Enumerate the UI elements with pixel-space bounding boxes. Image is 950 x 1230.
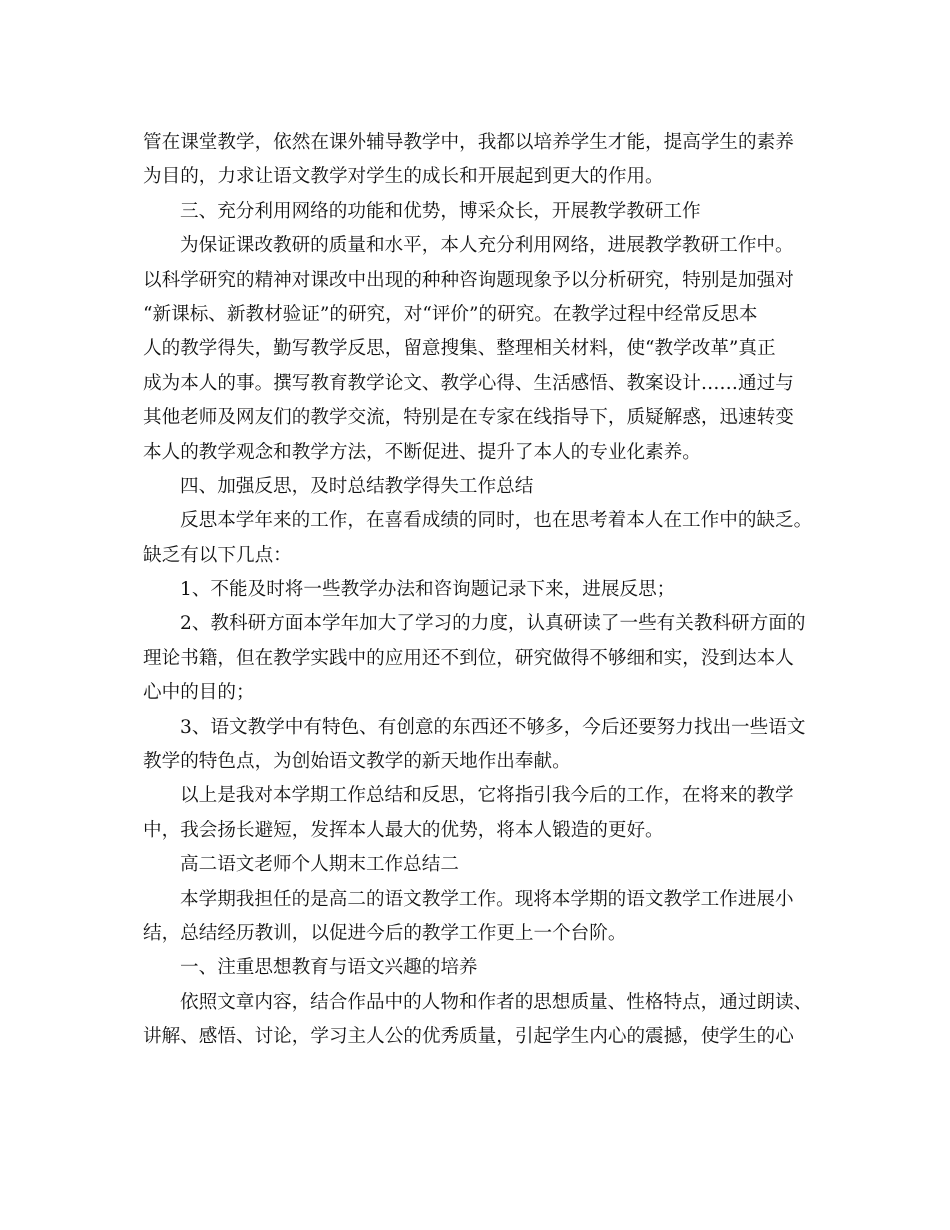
text-line: 以科学研究的精神对课改中出现的种种咨询题现象予以分析研究，特别是加强对	[143, 269, 794, 291]
text-line: 结，总结经历教训，以促进今后的教学工作更上一个台阶。	[143, 922, 627, 944]
text-line: 其他老师及网友们的教学交流，特别是在专家在线指导下，质疑解惑，迅速转变	[143, 407, 794, 429]
text-line: “新课标、新教材验证”的研究，对“评价”的研究。在教学过程中经常反思本	[143, 303, 758, 325]
text-line: 管在课堂教学，依然在课外辅导教学中，我都以培养学生才能，提高学生的素养	[143, 132, 794, 153]
section-heading: 三、充分利用网络的功能和优势，博采众长，开展教学教研工作	[180, 200, 701, 222]
text-line: 为目的，力求让语文教学对学生的成长和开展起到更大的作用。	[143, 166, 664, 188]
text-line: 成为本人的事。撰写教育教学论文、教学心得、生活感悟、教案设计……通过与	[143, 372, 794, 394]
text-line: 本学期我担任的是高二的语文教学工作。现将本学期的语文教学工作进展小	[180, 888, 794, 910]
section-heading: 高二语文老师个人期末工作总结二	[180, 854, 459, 876]
document-body	[143, 126, 811, 1055]
text-line: 中，我会扬长避短，发挥本人最大的优势，将本人锻造的更好。	[143, 819, 664, 841]
text-line: 理论书籍，但在教学实践中的应用还不到位，研究做得不够细和实，没到达本人	[143, 647, 794, 669]
list-item: 3、语文教学中有特色、有创意的东西还不够多，今后还要努力找出一些语文	[180, 716, 806, 738]
section-heading: 四、加强反思，及时总结教学得失工作总结	[180, 475, 534, 497]
section-heading: 一、注重思想教育与语文兴趣的培养	[180, 957, 478, 979]
text-line: 心中的目的；	[143, 682, 255, 704]
text-line: 为保证课改教研的质量和水平，本人充分利用网络，进展教学教研工作中。	[180, 235, 794, 257]
text-line: 以上是我对本学期工作总结和反思，它将指引我今后的工作，在将来的教学	[180, 785, 794, 807]
text-line: 教学的特色点，为创始语文教学的新天地作出奉献。	[143, 751, 571, 773]
text-line: 人的教学得失，勤写教学反思，留意搜集、整理相关材料，使“教学改革”真正	[143, 338, 776, 360]
text-line: 本人的教学观念和教学方法，不断促进、提升了本人的专业化素养。	[143, 441, 701, 463]
text-line: 讲解、感悟、讨论，学习主人公的优秀质量，引起学生内心的震撼，使学生的心	[143, 1026, 794, 1048]
text-line: 依照文章内容，结合作品中的人物和作者的思想质量、性格特点，通过朗读、	[180, 991, 813, 1013]
list-item: 2、教科研方面本学年加大了学习的力度，认真研读了一些有关教科研方面的	[180, 613, 806, 635]
text-line: 缺乏有以下几点：	[143, 544, 292, 566]
text-line: 反思本学年来的工作，在喜看成绩的同时，也在思考着本人在工作中的缺乏。	[180, 510, 813, 532]
list-item: 1、不能及时将一些教学办法和咨询题记录下来，进展反思；	[180, 579, 676, 601]
